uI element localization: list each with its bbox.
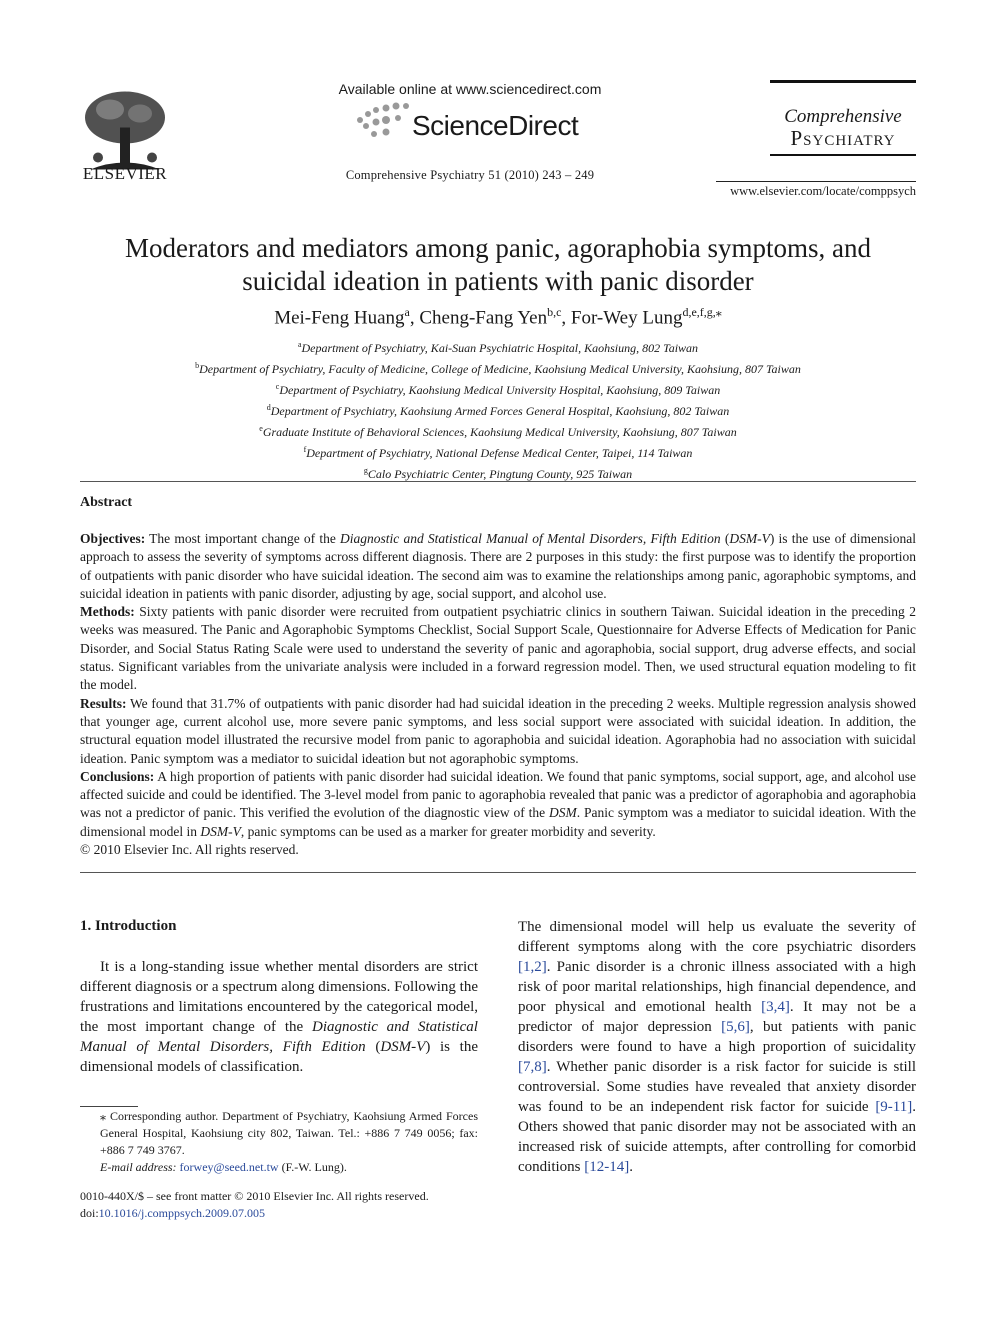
- affiliation-text: Department of Psychiatry, Kaohsiung Armed Forces General Hospital, Kaohsiung, 802 Taiwan: [270, 404, 730, 418]
- abstract-bottom-rule: [80, 872, 916, 873]
- results-label: Results:: [80, 695, 127, 711]
- body-text: (: [365, 1039, 381, 1055]
- front-matter: [80, 1188, 478, 1222]
- footnote-rule: [80, 1106, 138, 1107]
- abstract-italic: DSM-V: [729, 531, 770, 546]
- body-text: . Others showed that panic disorder may not be associated with an increased risk of suicide attempts, after controlling for comorbid conditions: [518, 1099, 916, 1175]
- author-name: Cheng-Fang Yen: [419, 307, 548, 329]
- abstract-text: (: [720, 531, 730, 546]
- article-title: [80, 232, 916, 298]
- email-label: E-mail address:: [100, 1160, 177, 1174]
- available-online-text: Available online at www.sciencedirect.com: [338, 81, 602, 97]
- abstract-heading: Abstract: [80, 495, 133, 510]
- abstract-text: A high proportion of patients with panic disorder had suicidal ideation. We found that panic symptoms, social support, age, and alcohol use affected suicide and could be identified. The 3-level model from panic to agoraphobia revealed that panic was a predictor of agoraphobia and agoraphobia was not a predictor of panic. This verified the evolution of the diagnostic view of the: [80, 768, 916, 821]
- abstract-conclusions: [80, 768, 916, 841]
- body-text: .: [629, 1159, 633, 1175]
- affiliation-marker: f: [303, 445, 307, 454]
- conclusions-label: Conclusions:: [80, 768, 155, 784]
- journal-logo-rule: [770, 154, 916, 156]
- abstract-text: ) is the use of dimensional approach to assess the severity of symptoms across different diagnosis. There are 2 purposes in this study: the first purpose was to identify the proportion of outpatients with panic disorder who have suicidal ideation. The second aim was to examine the relationships among panic, agoraphobic symptoms, and suicidal ideation in patients with panic disorder, adjusting by age, social support, and alcohol use.: [80, 531, 916, 601]
- journal-url: www.elsevier.com/locate/comppsych: [730, 184, 916, 198]
- abstract-text: We found that 31.7% of outpatients with panic disorder had had suicidal ideation in the preceding 2 weeks. Multiple regression analysis showed that younger age, current alcohol use, more severe panic symptoms, and less social support were associated with suicidal ideation. In addition, the structural equation model illustrated the recursive model from panic to agoraphobia and suicidal ideation. Agoraphobia had no association with suicidal ideation. Panic symptom was a mediator to suicidal ideation but not agoraphobic symptoms.: [80, 695, 916, 766]
- publisher-name: ELSEVIER: [82, 164, 168, 183]
- citation-link[interactable]: [9-11]: [875, 1099, 913, 1115]
- affiliation-marker: d: [266, 403, 271, 412]
- body-italic: Diagnostic and Statistical Manual of Mental Disorders, Fifth Edition: [80, 1019, 478, 1055]
- body-text: . Panic disorder is a chronic illness associated with a high risk of poor marital relationships, high financial dependence, and poor physical and emotional health: [518, 959, 916, 1015]
- citation-link[interactable]: [5,6]: [721, 1019, 750, 1035]
- abstract-text: The most important change of the: [145, 531, 341, 546]
- author-name: For-Wey Lung: [570, 307, 683, 329]
- introduction-paragraph-right: [518, 917, 916, 1177]
- body-text: . It may not be a predictor of major depression: [518, 999, 916, 1035]
- email-link[interactable]: forwey@seed.net.tw: [179, 1160, 279, 1174]
- affiliation-marker: b: [195, 361, 200, 370]
- citation-link[interactable]: [12-14]: [584, 1159, 630, 1175]
- introduction-paragraph-left: [80, 957, 478, 1077]
- abstract-objectives: [80, 530, 916, 603]
- corresponding-author-footnote: [80, 1108, 478, 1176]
- affiliation-marker: e: [259, 424, 263, 433]
- author-separator: ,: [561, 307, 571, 329]
- abstract-italic: DSM: [549, 805, 577, 821]
- affiliation: [80, 378, 916, 399]
- header-divider: [716, 181, 916, 182]
- affiliation: [80, 420, 916, 441]
- issn-line: 0010-440X/$ – see front matter © 2010 Elsevier Inc. All rights reserved.: [80, 1189, 429, 1203]
- citation-link[interactable]: [3,4]: [761, 999, 790, 1015]
- abstract-methods: [80, 603, 916, 694]
- journal-title-line2: Psychiatry: [790, 126, 896, 150]
- affiliation-text: Calo Psychiatric Center, Pingtung County, 925 Taiwan: [367, 467, 633, 481]
- abstract-text: . Panic symptom was a mediator to suicidal ideation. With the dimensional model in: [80, 805, 916, 839]
- affiliation-list: [80, 336, 916, 483]
- footnote-text: (F.-W. Lung).: [278, 1160, 347, 1174]
- abstract-text: , panic symptoms can be used as a marker for greater morbidity and severity.: [240, 823, 656, 839]
- affiliation-text: Department of Psychiatry, Kai-Suan Psychiatric Hospital, Kaohsiung, 802 Taiwan: [301, 341, 699, 355]
- abstract-text: Sixty patients with panic disorder were recruited from outpatient psychiatric clinics in southern Taiwan. Suicidal ideation in the preceding 2 weeks was measured. The Panic and Agoraphobic Symptoms Checklist, Social Support Scale, Questionnaire for Adverse Effects of Medication for Panic Disorder, and Social Status Rating Scale were used to understand the severity of panic and agoraphobia, social support, drug adverse effects, and social status. Significant variables from the univariate analysis were included in a forward regression model. Then, we used structural equation modeling to fit the model.: [80, 604, 916, 693]
- affiliation-marker: g: [363, 466, 368, 475]
- author-affil-marker: b,c: [547, 305, 562, 319]
- article-title-line: Moderators and mediators among panic, agoraphobia symptoms, and: [124, 233, 872, 263]
- affiliation: [80, 336, 916, 357]
- abstract-copyright: © 2010 Elsevier Inc. All rights reserved.: [80, 842, 299, 858]
- sciencedirect-wordmark: ScienceDirect: [412, 110, 579, 141]
- affiliation: [80, 462, 916, 483]
- body-text: . Whether panic disorder is a risk factor for suicide is still controversial. Some studies have revealed that anxiety disorder was found to be an independent risk factor for suicide: [518, 1059, 916, 1115]
- author-list: [80, 305, 916, 329]
- author-affil-marker: a: [404, 305, 410, 319]
- affiliation-text: Department of Psychiatry, Kaohsiung Medical University Hospital, Kaohsiung, 809 Taiwan: [279, 383, 721, 397]
- abstract-top-rule: [80, 481, 916, 482]
- journal-logo-rule: [770, 80, 916, 83]
- affiliation-marker: a: [297, 340, 302, 349]
- article-title-line: suicidal ideation in patients with panic disorder: [242, 266, 754, 296]
- section-heading-introduction: 1. Introduction: [80, 918, 177, 934]
- body-italic: DSM-V: [380, 1039, 426, 1055]
- author-separator: ,: [409, 307, 420, 329]
- body-text: ) is the dimensional models of classification.: [80, 1039, 478, 1075]
- journal-citation: Comprehensive Psychiatry 51 (2010) 243 – 249: [345, 168, 595, 182]
- body-text: It is a long-standing issue whether mental disorders are strict different diagnosis or a spectrum along dimensions. Following the frustrations and limitations encountered by the categorical model, the most important change of the: [80, 959, 478, 1035]
- abstract-italic: DSM-V: [200, 823, 241, 839]
- abstract-results: [80, 695, 916, 768]
- objectives-label: Objectives:: [80, 531, 146, 546]
- affiliation: [80, 357, 916, 378]
- citation-link[interactable]: [1,2]: [518, 959, 547, 975]
- footnote-text: Corresponding author. Department of Psychiatry, Kaohsiung Armed Forces General Hospital, Kaohsiung city 802, Taiwan. Tel.: +886 7 749 0056; fax: +886 7 749 3767.: [100, 1109, 478, 1157]
- abstract-body: [80, 530, 916, 859]
- author-name: Mei-Feng Huang: [274, 307, 405, 329]
- footnote-marker: ⁎: [100, 1109, 106, 1123]
- affiliation-text: Graduate Institute of Behavioral Sciences, Kaohsiung Medical University, Kaohsiung, 807 Taiwan: [262, 425, 737, 439]
- body-text: , but patients with panic disorders were found to have a high proportion of suicidality: [518, 1019, 916, 1055]
- affiliation: [80, 441, 916, 462]
- body-text: The dimensional model will help us evaluate the severity of different symptoms along with the core psychiatric disorders: [518, 919, 916, 955]
- affiliation-text: Department of Psychiatry, National Defense Medical Center, Taipei, 114 Taiwan: [306, 446, 693, 460]
- author-affil-marker: d,e,f,g,⁎: [682, 305, 722, 319]
- methods-label: Methods:: [80, 604, 135, 620]
- citation-link[interactable]: [7,8]: [518, 1059, 547, 1075]
- journal-title-line1: Comprehensive: [784, 106, 902, 127]
- doi-label: doi:: [80, 1206, 99, 1220]
- affiliation: [80, 399, 916, 420]
- abstract-italic: Diagnostic and Statistical Manual of Mental Disorders, Fifth Edition: [340, 531, 721, 546]
- doi-link[interactable]: 10.1016/j.comppsych.2009.07.005: [98, 1206, 265, 1220]
- affiliation-marker: c: [275, 382, 280, 391]
- affiliation-text: Department of Psychiatry, Faculty of Medicine, College of Medicine, Kaohsiung Medical University, Kaohsiung, 807 Taiwan: [199, 362, 801, 376]
